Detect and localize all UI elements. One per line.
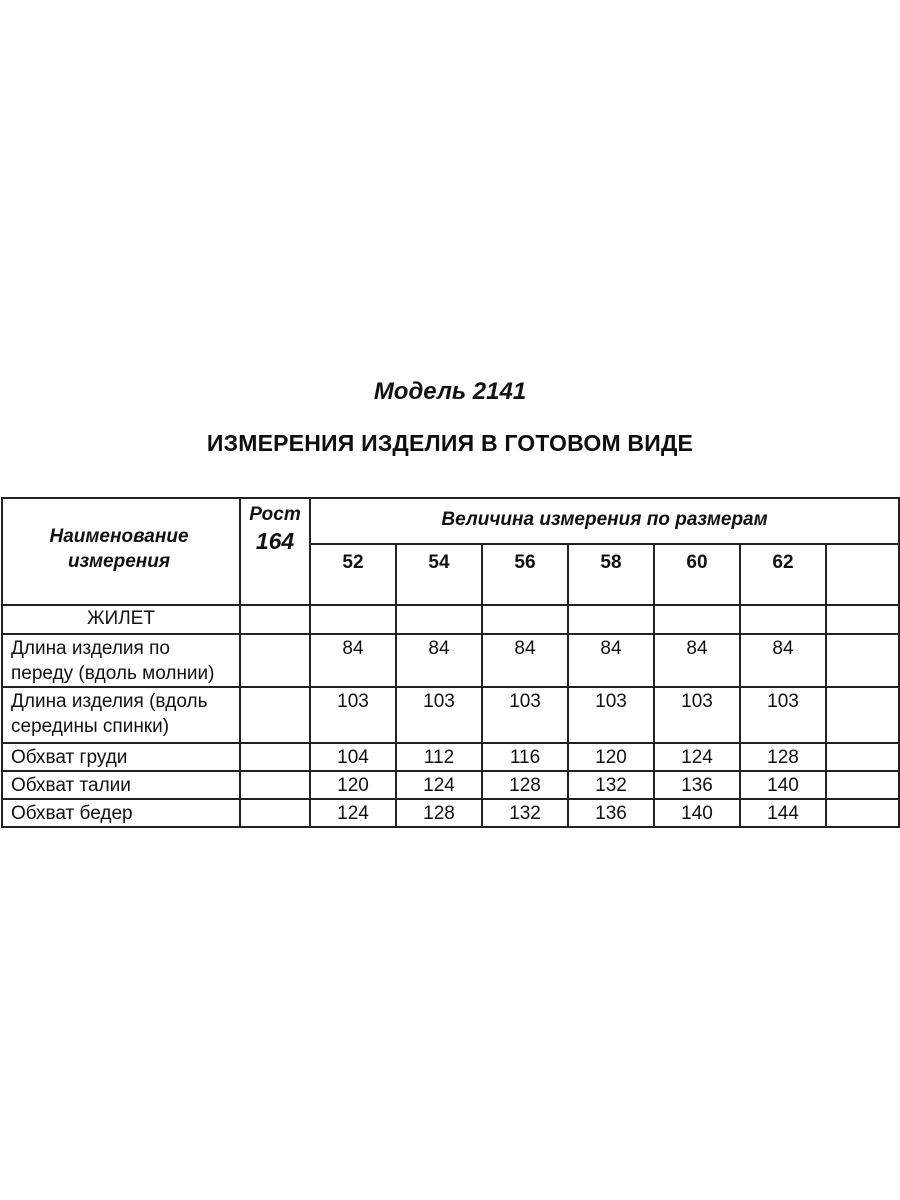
empty-cell xyxy=(240,771,310,799)
measurement-label: Обхват груди xyxy=(2,743,240,771)
value-cell: 136 xyxy=(568,799,654,827)
size-column-header-60: 60 xyxy=(654,544,740,605)
value-cell: 84 xyxy=(396,634,482,687)
value-cell: 103 xyxy=(310,687,396,743)
value-cell: 124 xyxy=(310,799,396,827)
height-label: Рост xyxy=(249,504,301,525)
table-row-front-length xyxy=(2,634,899,687)
value-cell: 128 xyxy=(482,771,568,799)
value-cell: 84 xyxy=(568,634,654,687)
value-cell: 124 xyxy=(396,771,482,799)
size-column-header-62: 62 xyxy=(740,544,826,605)
empty-cell xyxy=(240,687,310,743)
column-header-height xyxy=(240,498,310,605)
value-cell: 84 xyxy=(654,634,740,687)
value-cell: 136 xyxy=(654,771,740,799)
empty-cell xyxy=(240,799,310,827)
section-label: ЖИЛЕТ xyxy=(2,605,240,634)
empty-cell xyxy=(396,605,482,634)
measurement-label: Обхват бедер xyxy=(2,799,240,827)
column-header-sizes-group: Величина измерения по размерам xyxy=(310,498,899,544)
height-value: 164 xyxy=(255,528,295,554)
empty-cell xyxy=(826,687,899,743)
empty-cell xyxy=(826,605,899,634)
empty-cell xyxy=(826,771,899,799)
measurement-label: Длина изделия (вдоль середины спинки) xyxy=(2,687,240,743)
value-cell: 140 xyxy=(654,799,740,827)
empty-cell xyxy=(826,634,899,687)
empty-cell xyxy=(740,605,826,634)
document-header xyxy=(0,378,900,458)
value-cell: 103 xyxy=(568,687,654,743)
empty-cell xyxy=(568,605,654,634)
empty-cell xyxy=(482,605,568,634)
value-cell: 84 xyxy=(482,634,568,687)
section-row-vest xyxy=(2,605,899,634)
value-cell: 84 xyxy=(740,634,826,687)
size-column-header-54: 54 xyxy=(396,544,482,605)
column-header-measurement-name: Наименование измерения xyxy=(2,498,240,605)
value-cell: 112 xyxy=(396,743,482,771)
empty-cell xyxy=(654,605,740,634)
size-column-header-empty xyxy=(826,544,899,605)
table-row-hips xyxy=(2,799,899,827)
empty-cell xyxy=(240,743,310,771)
value-cell: 103 xyxy=(654,687,740,743)
value-cell: 103 xyxy=(396,687,482,743)
value-cell: 120 xyxy=(310,771,396,799)
size-column-header-52: 52 xyxy=(310,544,396,605)
value-cell: 104 xyxy=(310,743,396,771)
value-cell: 132 xyxy=(482,799,568,827)
table-row-back-length xyxy=(2,687,899,743)
measurement-label: Обхват талии xyxy=(2,771,240,799)
value-cell: 140 xyxy=(740,771,826,799)
measurement-label: Длина изделия по переду (вдоль молнии) xyxy=(2,634,240,687)
value-cell: 128 xyxy=(740,743,826,771)
value-cell: 103 xyxy=(740,687,826,743)
value-cell: 116 xyxy=(482,743,568,771)
empty-cell xyxy=(826,799,899,827)
value-cell: 124 xyxy=(654,743,740,771)
size-column-header-56: 56 xyxy=(482,544,568,605)
value-cell: 103 xyxy=(482,687,568,743)
value-cell: 144 xyxy=(740,799,826,827)
page-title: ИЗМЕРЕНИЯ ИЗДЕЛИЯ В ГОТОВОМ ВИДЕ xyxy=(206,430,694,456)
value-cell: 128 xyxy=(396,799,482,827)
value-cell: 120 xyxy=(568,743,654,771)
model-title: Модель 2141 xyxy=(373,378,527,405)
table-row-waist xyxy=(2,771,899,799)
empty-cell xyxy=(826,743,899,771)
table-row-chest xyxy=(2,743,899,771)
value-cell: 132 xyxy=(568,771,654,799)
measurements-table xyxy=(1,497,900,828)
table-header-row-top xyxy=(2,498,899,544)
empty-cell xyxy=(240,634,310,687)
size-column-header-58: 58 xyxy=(568,544,654,605)
empty-cell xyxy=(310,605,396,634)
empty-cell xyxy=(240,605,310,634)
value-cell: 84 xyxy=(310,634,396,687)
